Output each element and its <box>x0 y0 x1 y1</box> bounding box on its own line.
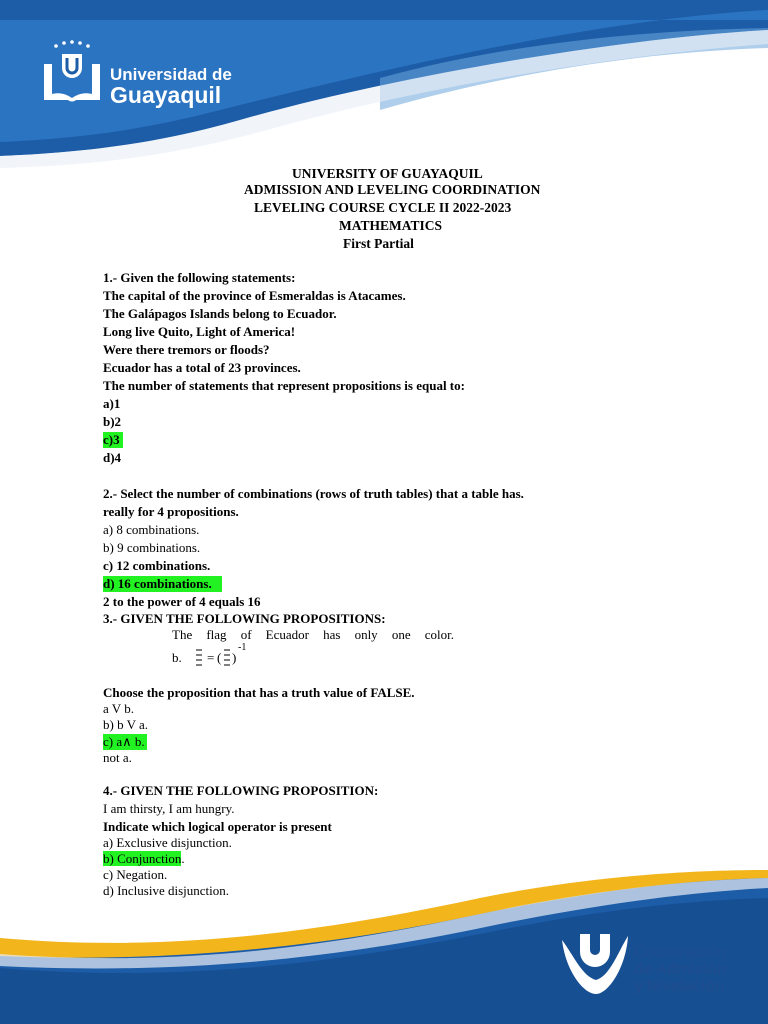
q4-instruction: Indicate which logical operator is present <box>103 819 332 834</box>
q3-prop-a-word: only <box>354 627 378 642</box>
q4-statement: I am thirsty, I am hungry. <box>103 801 235 816</box>
q3-prop-a-word: flag <box>206 627 227 642</box>
q2-question: 2.- Select the number of combinations (rows of truth tables) that a table has. <box>103 486 524 501</box>
q3-option-d: not a. <box>103 750 132 765</box>
q4-option-b-answer <box>103 851 185 867</box>
q1-statement: The capital of the province of Esmeraldas is Atacames. <box>103 288 406 303</box>
doc-title-course: LEVELING COURSE CYCLE II 2022-2023 <box>254 200 512 215</box>
q2-note: 2 to the power of 4 equals 16 <box>103 594 261 609</box>
q1-option-b: b)2 <box>103 414 122 429</box>
q3-prop-b-exponent: -1 <box>238 642 247 653</box>
q2-option-c: c) 12 combinations. <box>103 558 211 573</box>
logo-line-2: Guayaquil <box>110 82 222 108</box>
doc-title-partial: First Partial <box>343 236 414 251</box>
q3-option-a: a V b. <box>103 701 134 716</box>
logo-line-1: Universidad de <box>110 65 232 84</box>
q3-prop-b-paren-open: ( <box>217 650 222 665</box>
q3-prop-b-equals: = <box>207 650 215 665</box>
university-logo <box>40 40 240 112</box>
q4-option-b-period: . <box>181 851 185 866</box>
coord-line-2: de Admisión <box>634 961 727 978</box>
doc-title-university: UNIVERSITY OF GUAYAQUIL <box>292 166 483 181</box>
q1-statement: Were there tremors or floods? <box>103 342 270 357</box>
q1-option-a: a)1 <box>103 396 121 411</box>
q4-option-c: c) Negation. <box>103 867 168 882</box>
q4-question: 4.- GIVEN THE FOLLOWING PROPOSITION: <box>103 783 379 798</box>
coordination-logo-text <box>634 944 726 995</box>
q3-option-c-answer: c) a∧ b. <box>103 734 145 749</box>
q3-prop-a-word: one <box>391 627 411 642</box>
q3-prop-a-word: Ecuador <box>265 627 309 642</box>
q2-option-a: a) 8 combinations. <box>103 522 200 537</box>
q3-proposition-a <box>172 627 454 643</box>
q1-option-d: d)4 <box>103 450 122 465</box>
q1-statement: The Galápagos Islands belong to Ecuador. <box>103 306 337 321</box>
fraction-glyph-icon <box>222 646 232 668</box>
coord-line-1: Coordinación <box>634 944 726 961</box>
q3-instruction: Choose the proposition that has a truth value of FALSE. <box>103 685 415 700</box>
q1-option-c-answer: c)3 <box>103 432 123 448</box>
q3-prop-a-word: has <box>323 627 341 642</box>
q2-option-d-answer: d) 16 combinations. <box>103 576 222 592</box>
q4-option-d: d) Inclusive disjunction. <box>103 883 230 898</box>
q3-prop-a-word: of <box>240 627 252 642</box>
q1-question: 1.- Given the following statements: <box>103 270 296 285</box>
q3-option-b: b) b V a. <box>103 717 149 732</box>
q2-question-cont: really for 4 propositions. <box>103 504 239 519</box>
ug-emblem-icon <box>556 928 632 1000</box>
q2-option-b: b) 9 combinations. <box>103 540 201 555</box>
q1-prompt: The number of statements that represent propositions is equal to: <box>103 378 465 393</box>
q4-option-a: a) Exclusive disjunction. <box>103 835 232 850</box>
book-emblem-icon <box>40 40 104 104</box>
q1-statement: Long live Quito, Light of America! <box>103 324 296 339</box>
q3-prop-b-label: b. <box>172 650 182 665</box>
q4-option-b-highlight: b) Conjunction <box>103 851 182 866</box>
doc-title-coordination: ADMISSION AND LEVELING COORDINATION <box>244 182 541 197</box>
q3-prop-a-word: color. <box>424 627 454 642</box>
doc-title-subject: MATHEMATICS <box>339 218 443 233</box>
q1-statement: Ecuador has a total of 23 provinces. <box>103 360 301 375</box>
q3-prop-b-paren-close: ) <box>232 650 237 665</box>
q3-prop-a-word: The <box>172 627 193 642</box>
fraction-glyph-icon <box>194 646 204 668</box>
coord-line-3: y Nivelación <box>634 978 725 995</box>
q3-question: 3.- GIVEN THE FOLLOWING PROPOSITIONS: <box>103 611 386 626</box>
